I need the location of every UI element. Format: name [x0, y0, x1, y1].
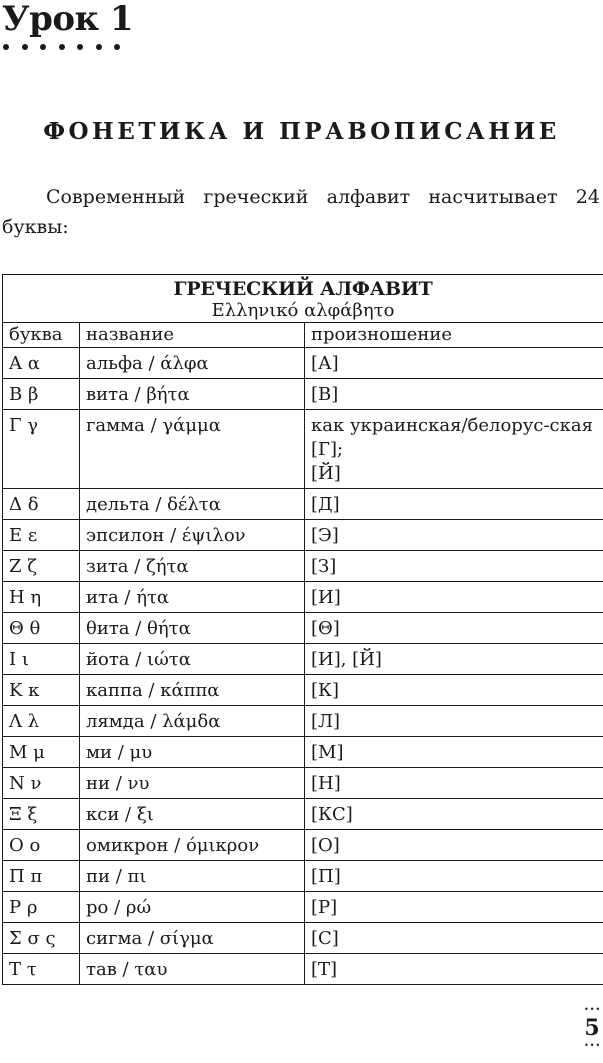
name-cell: альфа / άλφα: [80, 348, 305, 379]
letter-cell: Β β: [3, 379, 80, 410]
name-cell: тав / ταυ: [80, 954, 305, 985]
dot: [3, 44, 9, 50]
dot: [96, 44, 102, 50]
letter-cell: Μ μ: [3, 737, 80, 768]
pronunciation-cell: [А]: [305, 348, 603, 379]
pronunciation-cell: [Л]: [305, 706, 603, 737]
letter-cell: Ο ο: [3, 830, 80, 861]
letter-cell: Ν ν: [3, 768, 80, 799]
letter-cell: Α α: [3, 348, 80, 379]
letter-cell: Θ θ: [3, 613, 80, 644]
table-row: [3, 520, 603, 551]
letter-cell: Δ δ: [3, 489, 80, 520]
table-row: [3, 675, 603, 706]
name-cell: ми / μυ: [80, 737, 305, 768]
letter-cell: Γ γ: [3, 410, 80, 489]
dot: [40, 44, 46, 50]
page-number-dots-bottom: •••: [584, 1041, 602, 1050]
letter-cell: Π π: [3, 861, 80, 892]
name-cell: каппа / κάππα: [80, 675, 305, 706]
table-row: [3, 551, 603, 582]
pronunciation-cell: [М]: [305, 737, 603, 768]
letter-cell: Λ λ: [3, 706, 80, 737]
name-cell: ита / ήτα: [80, 582, 305, 613]
letter-cell: Ξ ξ: [3, 799, 80, 830]
pronunciation-cell: [Э]: [305, 520, 603, 551]
section-title: ФОНЕТИКА И ПРАВОПИСАНИЕ: [43, 118, 560, 145]
column-header-name: название: [80, 323, 305, 348]
table-row: [3, 768, 603, 799]
name-cell: гамма / γάμμα: [80, 410, 305, 489]
name-cell: вита / βήτα: [80, 379, 305, 410]
letter-cell: Η η: [3, 582, 80, 613]
pronunciation-cell: [С]: [305, 923, 603, 954]
table-row: [3, 923, 603, 954]
pronunciation-cell: [И]: [305, 582, 603, 613]
table-row: [3, 954, 603, 985]
greek-alphabet-table: [2, 274, 603, 985]
table-row: [3, 861, 603, 892]
pronunciation-cell: [З]: [305, 551, 603, 582]
name-cell: ни / νυ: [80, 768, 305, 799]
pronunciation-cell: [П]: [305, 861, 603, 892]
name-cell: зита / ζήτα: [80, 551, 305, 582]
dot: [77, 44, 83, 50]
pronunciation-cell: [Θ]: [305, 613, 603, 644]
letter-cell: Ε ε: [3, 520, 80, 551]
table-row: [3, 613, 603, 644]
table-row: [3, 830, 603, 861]
name-cell: эпсилон / έψιλον: [80, 520, 305, 551]
table-row: [3, 737, 603, 768]
dot: [114, 44, 120, 50]
name-cell: лямда / λάμδα: [80, 706, 305, 737]
pronunciation-cell: [КС]: [305, 799, 603, 830]
pronunciation-cell: [Н]: [305, 768, 603, 799]
table-row: [3, 379, 603, 410]
lesson-title: Урок 1: [2, 0, 134, 39]
pronunciation-cell: [Р]: [305, 892, 603, 923]
pronunciation-cell: [О]: [305, 830, 603, 861]
table-title: ГРЕЧЕСКИЙ АЛФАВИТ: [173, 278, 433, 300]
pronunciation-cell: [Д]: [305, 489, 603, 520]
column-header-letter: буква: [3, 323, 80, 348]
name-cell: дельта / δέλτα: [80, 489, 305, 520]
letter-cell: Ρ ρ: [3, 892, 80, 923]
pronunciation-cell: [Т]: [305, 954, 603, 985]
name-cell: ро / ρώ: [80, 892, 305, 923]
table-row: [3, 582, 603, 613]
letter-cell: Ζ ζ: [3, 551, 80, 582]
pronunciation-cell: [И], [Й]: [305, 644, 603, 675]
pronunciation-cell: как украинская/белорус-ская [Г]; [Й]: [305, 410, 603, 489]
table-row: [3, 348, 603, 379]
name-cell: сигма / σίγμα: [80, 923, 305, 954]
name-cell: кси / ξι: [80, 799, 305, 830]
column-header-pronunciation: произношение: [305, 323, 603, 348]
letter-cell: Σ σ ς: [3, 923, 80, 954]
table-subtitle: Ελληνικό αλφάβητο: [211, 300, 395, 321]
table-row: [3, 706, 603, 737]
name-cell: йота / ιώτα: [80, 644, 305, 675]
name-cell: пи / πι: [80, 861, 305, 892]
intro-paragraph: Современный греческий алфавит насчитывает 24 буквы:: [2, 186, 600, 238]
pronunciation-cell: [В]: [305, 379, 603, 410]
name-cell: омикрон / όμικρον: [80, 830, 305, 861]
table-row: [3, 489, 603, 520]
name-cell: θита / θήτα: [80, 613, 305, 644]
letter-cell: Κ κ: [3, 675, 80, 706]
title-dots-decoration: [3, 44, 120, 50]
page-number-dots-top: •••: [584, 1005, 602, 1014]
table-row: [3, 410, 603, 489]
table-row: [3, 644, 603, 675]
dot: [59, 44, 65, 50]
table-header: [3, 275, 603, 323]
table-body: [3, 348, 603, 985]
pronunciation-cell: [К]: [305, 675, 603, 706]
table-row: [3, 799, 603, 830]
dot: [22, 44, 28, 50]
page-number: 5: [584, 1015, 600, 1041]
letter-cell: Τ τ: [3, 954, 80, 985]
letter-cell: Ι ι: [3, 644, 80, 675]
table-row: [3, 892, 603, 923]
